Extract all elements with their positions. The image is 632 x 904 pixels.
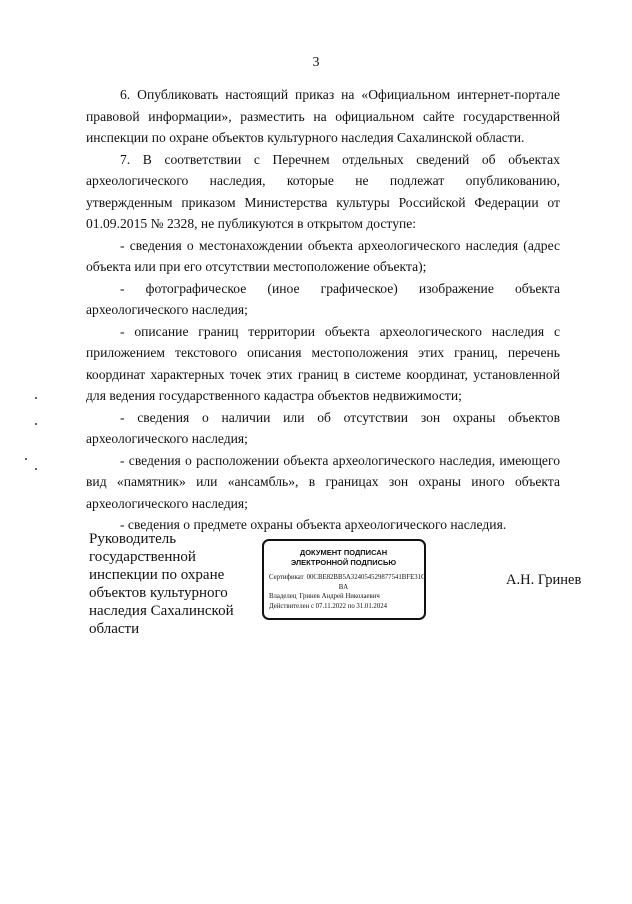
signer-position-line: Руководитель bbox=[89, 531, 177, 547]
scan-speck bbox=[35, 468, 37, 470]
list-item-protection-zones: - сведения о наличии или об отсутствии зон охраны объектов археологического наследия; bbox=[86, 409, 560, 446]
page-number: 3 bbox=[312, 55, 320, 70]
stamp-owner bbox=[269, 592, 418, 602]
stamp-certificate-label: Сертификат bbox=[269, 574, 304, 581]
list-item-location: - сведения о местонахождении объекта археологического наследия (адрес объекта или при его отсутствии местоположение объекта); bbox=[86, 237, 560, 274]
paragraph-restricted-info: 7. В соответствии с Перечнем отдельных сведений об объектах археологического наследия, которые не подлежат опубликованию, утвержденным приказом Министерства культуры Российской Федерации от 01.09.2015 № 2328, не публикуются в открытом доступе: bbox=[86, 151, 560, 231]
list-item-protection-subject: - сведения о предмете охраны объекта археологического наследия. bbox=[120, 517, 507, 532]
scan-speck bbox=[35, 397, 37, 399]
electronic-signature-stamp bbox=[262, 539, 426, 620]
signer-position-line: инспекции по охране bbox=[89, 567, 225, 583]
stamp-title-line: ДОКУМЕНТ ПОДПИСАН bbox=[299, 548, 388, 557]
list-item-boundaries: - описание границ территории объекта археологического наследия с приложением текстового описания местоположения этих границ, перечень координат характерных точек этих границ в системе координат, установленной для ведения государственного кадастра объектов недвижимости; bbox=[86, 323, 560, 403]
scan-speck bbox=[25, 458, 27, 460]
signer-name: А.Н. Гринев bbox=[506, 572, 582, 588]
stamp-owner-value: Гринев Андрей Николаевич bbox=[299, 593, 380, 600]
list-item-photo: - фотографическое (иное графическое) изображение объекта археологического наследия; bbox=[86, 280, 560, 317]
document-body bbox=[86, 84, 560, 536]
signer-position-line: наследия Сахалинской bbox=[89, 603, 234, 619]
stamp-owner-label: Владелец bbox=[269, 593, 297, 600]
signer-position-line: государственной bbox=[89, 549, 196, 565]
stamp-validity: Действителен с 07.11.2022 по 31.01.2024 bbox=[269, 602, 388, 610]
signer-position-line: области bbox=[89, 621, 140, 637]
signer-position-line: объектов культурного bbox=[89, 585, 228, 601]
stamp-certificate-value: 00CBE82BB5A324054529877541BFE31C bbox=[306, 574, 426, 581]
stamp-certificate-tail: BA bbox=[338, 583, 349, 591]
paragraph-publish-order: 6. Опубликовать настоящий приказ на «Официальном интернет-портале правовой информации», разместить на официальном сайте государственной инспекции по охране объектов культурного наследия Сахалинской области. bbox=[86, 87, 560, 145]
stamp-certificate bbox=[269, 573, 426, 583]
list-item-monument-location: - сведения о расположении объекта археологического наследия, имеющего вид «памятник» или «ансамбль», в границах зон охраны иного объекта археологического наследия; bbox=[86, 452, 560, 511]
scan-speck bbox=[35, 423, 37, 425]
stamp-title-line: ЭЛЕКТРОННОЙ ПОДПИСЬЮ bbox=[290, 557, 397, 567]
signer-position bbox=[89, 530, 249, 638]
